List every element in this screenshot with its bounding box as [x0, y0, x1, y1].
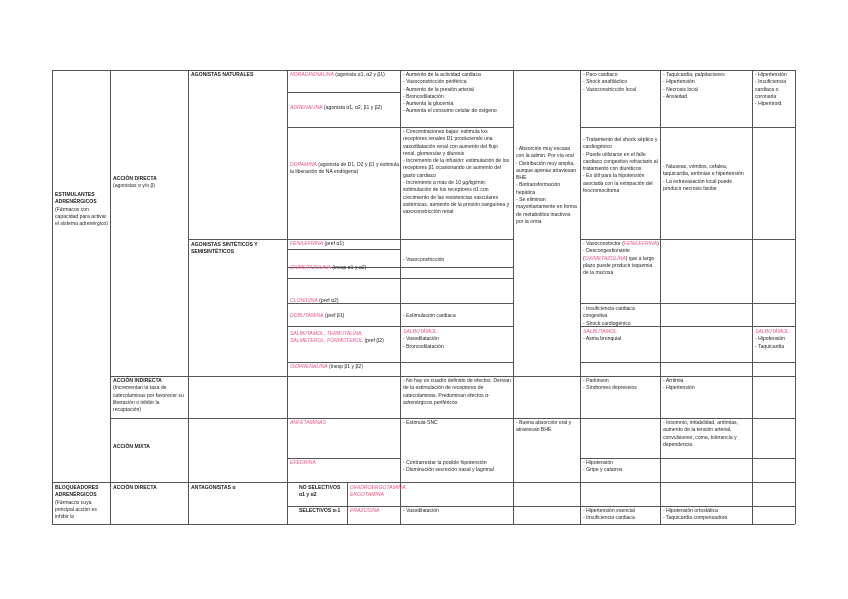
accion-directa-desc: (agonistas α y/o β)	[113, 183, 156, 190]
use-title: SALBUTAMOL:	[583, 329, 619, 335]
usos-efedrina	[583, 460, 659, 475]
drug-anfetaminas: ANFETAMINAS	[290, 420, 326, 426]
drug-oximetazolina	[290, 265, 399, 272]
reacciones-indirecta	[663, 378, 751, 393]
drug-desc: (inesp α1 y α2)	[330, 265, 367, 271]
estimulantes-group	[55, 192, 109, 228]
drug-desc: (pref α2)	[317, 298, 339, 304]
contraindicaciones-salbutamol	[755, 329, 795, 351]
use-text: )	[657, 241, 659, 247]
use-item: - Parkinson	[583, 378, 609, 384]
use-item	[583, 241, 659, 248]
effect-item: - Aumenta el consumo celular de oxígeno	[403, 108, 497, 115]
drug-name: OXIMETAZOLINA	[290, 265, 331, 271]
use-text: ) que a largo plazo puede producir isquemia de la mucosa	[583, 255, 655, 277]
pk-item: - Buena absorción oral y atraviesan BHE	[516, 420, 572, 434]
drug-desc: (agonista de D1, D2 y β1 y estimula la liberación de NA endógena)	[290, 162, 400, 176]
antagonistas-title: ANTAGONISTAS α	[191, 485, 236, 491]
pk-item: - Absorción muy escasa con la admin. Por vía oral	[516, 146, 574, 160]
grid-line	[287, 70, 288, 524]
use-item: - Síndromes depresivos	[583, 385, 637, 392]
reaction-item: - La extravasación local puede producir necrosis tisular	[663, 178, 733, 192]
grid-line	[580, 127, 795, 128]
grid-line	[287, 506, 400, 507]
use-item	[583, 248, 659, 277]
grid-line	[795, 70, 796, 524]
use-item: - Asma bronquial	[583, 336, 622, 343]
accion-directa-title: ACCIÓN DIRECTA	[113, 176, 157, 182]
grid-line	[752, 70, 753, 524]
drug-name: ISOPRENALINA	[290, 364, 328, 370]
effects-indirecta: - No hay un cuadro definido de efectos. Derivan de la estimulación de receptores de catecolaminas. Predominan efectos α-adrenérgicos periféricos	[403, 378, 511, 406]
effect-item: - Aumento de la presión arterial	[403, 86, 474, 93]
farmacocinetica-anfetaminas	[516, 420, 579, 435]
grid-line	[287, 458, 400, 459]
contra-item: - Hipotensión	[755, 336, 786, 343]
reaction-item: - Ansiedad	[663, 93, 688, 100]
farmacocinetica-estimulantes	[516, 146, 579, 226]
drug-name: SALBUTAMOL, TERBUTALINA, SALMETEROL, FORMOTEROL	[290, 331, 364, 345]
contra-item: - Insuficiencia cardiaca o coronaria	[755, 79, 787, 100]
grid-line	[110, 418, 795, 419]
grid-line	[347, 482, 348, 524]
bloqueadores-desc: (Fármacos cuya principal acción es inhibir la	[55, 499, 97, 521]
accion-indirecta-title: ACCIÓN INDIRECTA	[113, 378, 162, 384]
reaction-item: - Hipertensión	[663, 79, 695, 86]
grid-line	[287, 249, 400, 250]
reaction-item: - Náuseas, vómitos, cefalea, taquicardia, arritmias e hipertensión	[663, 164, 744, 178]
contra-item: - Hipertiroid.	[755, 101, 783, 108]
contraindicaciones-naturales	[755, 72, 795, 108]
drug-name: CLONIDINA	[290, 298, 318, 304]
drug-dobutamina	[290, 313, 399, 320]
effects-dopamina	[403, 129, 512, 217]
drug-desc: (pref α1)	[323, 241, 344, 247]
drug-isoprenalina	[290, 364, 399, 371]
drug-desc: (pref β1)	[323, 313, 345, 319]
contra-title: SALBUTAMOL:	[755, 329, 791, 335]
drug-desc: (agonista α1, α2, β1 y β2)	[322, 105, 383, 111]
bloqueadores-group	[55, 485, 109, 523]
accion-indirecta-group	[113, 378, 187, 414]
grid-line	[52, 482, 795, 483]
effects-dobutamina: - Estimulación cardiaca	[403, 313, 456, 319]
grid-line	[52, 70, 53, 524]
reacciones-prazosina	[663, 508, 751, 523]
drug-adrenalina	[290, 105, 399, 112]
usos-naturales	[583, 72, 659, 94]
drug-name: FENILEFRINA	[290, 241, 324, 247]
use-item: - Hipotensión	[583, 460, 614, 466]
reaction-item: - Hipotensión ortostática	[663, 508, 718, 514]
use-item: - Es útil para la hipotensión asociada con la extirpación del feocromocitoma	[583, 173, 653, 195]
reaction-item: - Hipertensión	[663, 385, 695, 392]
grid-line	[580, 362, 795, 363]
effect-item: - Incremento a más de 10 µg/kg/min: estimulación de los receptores α1 con crecimiento de las resistencias vasculares sistémicas, aumento de la presión sanguínea y vasoconstricción renal	[403, 180, 510, 216]
reacciones-anfetaminas	[663, 420, 751, 449]
drug-desc: (inesp β1 y β2)	[327, 364, 363, 370]
reaction-item: - Taquicardia, palpitaciones	[663, 72, 725, 78]
pk-item: - Distribución muy amplia, aunque apenas atraviesan BHE	[516, 160, 577, 182]
drug-dihidroergotamina: DIHIDROERGOTAMINA, ERGOTAMINA	[350, 485, 407, 499]
drug-fenilefrina	[290, 241, 399, 248]
effect-item: - Vasoconstricción periférica	[403, 79, 467, 86]
use-item: - Insuficiencia cardiaca	[583, 515, 635, 522]
grid-line	[580, 303, 795, 304]
effect-item: - Broncodilatación	[403, 93, 444, 100]
drug-salbutamol-group	[290, 331, 399, 346]
grid-line	[52, 524, 795, 525]
estimulantes-title: ESTIMULANTES ADRENÉRGICOS	[55, 192, 97, 206]
reacciones-naturales	[663, 72, 751, 101]
use-item: - Insuficiencia cardiaca congestiva	[583, 306, 635, 320]
use-drug: OXIMETAZOLINA	[584, 255, 626, 262]
selectivos-label: SELECTIVOS α-1	[299, 508, 341, 514]
grid-line	[513, 70, 514, 524]
agonistas-sinteticos-title: AGONISTAS SINTÉTICOS Y SEMISINTÉTICOS	[191, 242, 258, 256]
effect-title: SALBUTAMOL:	[403, 329, 439, 335]
use-item: - Hipertensión esencial	[583, 508, 635, 514]
grid-line	[188, 239, 513, 240]
effects-salbutamol	[403, 329, 512, 351]
use-text: - Descongestionante (	[583, 248, 630, 262]
estimulantes-desc: (Fármacos con capacidad para activar el sistema adrenérgico)	[55, 206, 108, 228]
grid-line	[580, 239, 795, 240]
contra-item: - Hipertensión	[755, 72, 787, 78]
use-item: - Shock anafiláctico	[583, 79, 628, 86]
use-item: - Shock cardiogénico	[583, 320, 631, 327]
grid-line	[580, 70, 581, 524]
contra-item: - Taquicardia	[755, 343, 785, 350]
drug-desc: (agonista α1, α2 y β1)	[333, 72, 385, 78]
effect-item: - Incremento de la infusión: estimulación de los receptores β1 ocasionando un aumento del gasto cardiaco	[403, 158, 510, 179]
drug-prazosina: PRAZOSINA	[350, 508, 380, 514]
reaction-item: - Taquicardia compensadora	[663, 515, 728, 522]
pk-item: - Se eliminan mayoritariamente en forma de metabolitos inactivos por la orina	[516, 197, 577, 225]
usos-dopamina	[583, 137, 659, 195]
drug-dopamina	[290, 162, 399, 177]
drug-name: NORADRENALINA	[290, 72, 334, 78]
use-item: - Vasoconstricción local	[583, 86, 637, 93]
reaction-item: - Necrosis local	[663, 86, 698, 93]
grid-line	[110, 376, 795, 377]
usos-prazosina	[583, 508, 659, 523]
reacciones-dopamina	[663, 164, 751, 193]
drug-noradrenalina	[290, 72, 399, 79]
use-item: - Tratamiento del shock séptico y cardiogénico	[583, 137, 658, 151]
effects-anfetaminas: - Estimula SNC	[403, 420, 438, 426]
grid-line	[110, 70, 111, 524]
use-drug: FENILEFRINA	[623, 241, 658, 247]
grid-line	[400, 506, 795, 507]
effects-prazosina: - Vasodilatación	[403, 508, 439, 514]
drug-efedrina: EFEDRINA	[290, 460, 316, 466]
effect-item: - Vasodilatación	[403, 336, 439, 343]
grid-line	[660, 70, 661, 524]
effects-efedrina	[403, 460, 512, 475]
drug-name: ADRENALINA	[290, 105, 323, 111]
grid-line	[287, 92, 400, 93]
reaction-item: - Arritmia	[663, 378, 684, 384]
accion-indirecta-desc: (Incrementan la tasa de catecolaminas por favorecer su liberación o inhibir la recaptación)	[113, 385, 184, 414]
effect-item: - Broncodilatación	[403, 343, 444, 350]
accion-mixta-title: ACCIÓN MIXTA	[113, 444, 150, 450]
effect-item: - Concentraciones bajas: estimula los receptores renales D1 produciendo una vasodilatación renal con aumento del flujo renal, glomerular y diuresis	[403, 129, 498, 157]
usos-salbutamol	[583, 329, 659, 344]
effects-sinteticos: - Vasoconstricción	[403, 257, 445, 263]
grid-line	[188, 70, 189, 524]
use-item: - Puede utilizarse en el fallo cardiaco congestivo refractario al tratamiento con diuréticos	[583, 151, 658, 173]
drug-name: DOBUTAMINA	[290, 313, 324, 319]
usos-indirecta	[583, 378, 659, 393]
usos-dobutamina	[583, 306, 659, 328]
drug-clonidina	[290, 298, 399, 305]
accion-directa-group	[113, 176, 187, 191]
grid-line	[52, 70, 795, 71]
pk-item: - Biotransformación hepática	[516, 182, 561, 196]
use-item: - Paro cardiaco	[583, 72, 618, 78]
no-selectivos-label: NO SELECTIVOS α1 y α2	[299, 485, 341, 499]
effect-item: - Aumento de la actividad cardiaca	[403, 72, 481, 78]
effects-naturales	[403, 72, 512, 116]
effect-item: - Contrarrestar la posible hipotensión	[403, 460, 487, 466]
effect-item: - Aumenta la glucemia	[403, 101, 454, 108]
use-item: - Gripe y catarros	[583, 467, 623, 474]
grid-line	[400, 70, 401, 524]
drug-name: DOPAMINA	[290, 162, 317, 168]
use-text: - Vasoconstrictor (	[583, 241, 624, 247]
accion-directa-bloq-title: ACCIÓN DIRECTA	[113, 485, 157, 491]
usos-sinteticos	[583, 241, 659, 277]
effect-item: - Disminución secreción nasal y lagrimal	[403, 467, 494, 474]
agonistas-naturales-title: AGONISTAS NATURALES	[191, 72, 254, 78]
grid-line	[580, 458, 795, 459]
reaction-item: - Insomnio, irritabilidad, arritmias, aumento de la tensión arterial, convulsiones, coma, tolerancia y dependencia	[663, 420, 739, 448]
bloqueadores-title: BLOQUEADORES ADRENÉRGICOS	[55, 485, 99, 499]
drug-desc: (pref β2)	[363, 338, 384, 345]
